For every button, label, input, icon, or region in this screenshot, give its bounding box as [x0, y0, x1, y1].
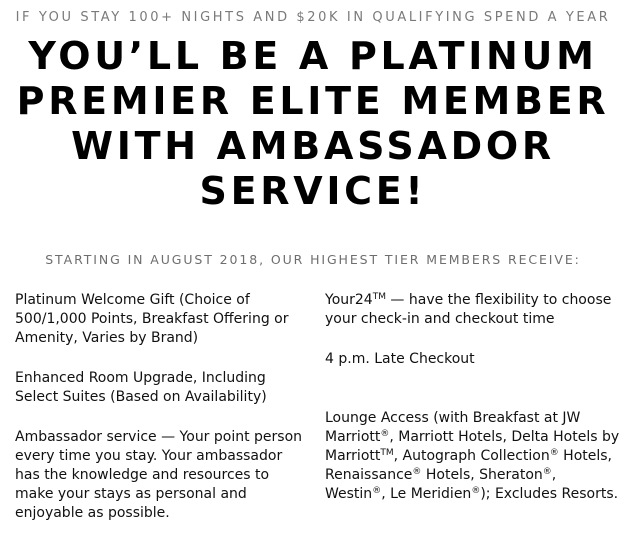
lounge-text-7: , Le Meridien: [381, 486, 472, 502]
lounge-text-1: Lounge Access (with Breakfast at JW Marriott: [325, 410, 581, 445]
benefit-welcome-gift: Platinum Welcome Gift (Choice of 500/1,000 Points, Breakfast Offering or Amenity, Varies by Brand): [15, 292, 289, 346]
registered-mark: ®: [380, 429, 390, 439]
lounge-text-6: , Westin: [325, 467, 557, 502]
benefit-late-checkout: 4 p.m. Late Checkout: [325, 351, 475, 367]
trademark-mark: TM: [372, 292, 386, 302]
benefits-right-column: [325, 291, 620, 504]
headline: [0, 34, 626, 214]
lounge-text-8: ); Excludes Resorts.: [480, 486, 619, 502]
headline-line-1: YOU’LL BE A PLATINUM: [28, 34, 598, 78]
registered-mark: ®: [549, 448, 559, 458]
your24-description: — have the flexibility to choose your check-in and checkout time: [325, 292, 612, 327]
benefit-room-upgrade: Enhanced Room Upgrade, Including Select Suites (Based on Availability): [15, 370, 267, 405]
your24-name: Your24: [325, 292, 373, 308]
lounge-text-3: , Autograph Collection: [393, 448, 550, 464]
trademark-mark: TM: [380, 448, 394, 458]
benefit-ambassador-service: Ambassador service — Your point person every time you stay. Your ambassador has the knowledge and resources to make your stays as personal and enjoyable as possible.: [15, 429, 303, 521]
eligibility-eyebrow: IF YOU STAY 100+ NIGHTS AND $20K IN QUALIFYING SPEND A YEAR: [15, 10, 611, 25]
lounge-text-4: Hotels, Renaissance: [325, 448, 612, 483]
headline-line-2: PREMIER ELITE MEMBER: [16, 79, 610, 123]
lounge-text-5: Hotels, Sheraton: [421, 467, 543, 483]
registered-mark: ®: [372, 486, 382, 496]
registered-mark: ®: [542, 467, 552, 477]
benefit-your24: [325, 291, 620, 329]
benefit-lounge-access: [325, 409, 620, 504]
benefits-left-column: [15, 291, 305, 523]
registered-mark: ®: [412, 467, 422, 477]
benefits-subhead: STARTING IN AUGUST 2018, OUR HIGHEST TIER MEMBERS RECEIVE:: [45, 252, 581, 267]
headline-line-3: WITH AMBASSADOR: [71, 124, 555, 168]
registered-mark: ®: [471, 486, 481, 496]
headline-line-4: SERVICE!: [199, 169, 427, 213]
lounge-text-2: , Marriott Hotels, Delta Hotels by Marriott: [325, 429, 620, 464]
